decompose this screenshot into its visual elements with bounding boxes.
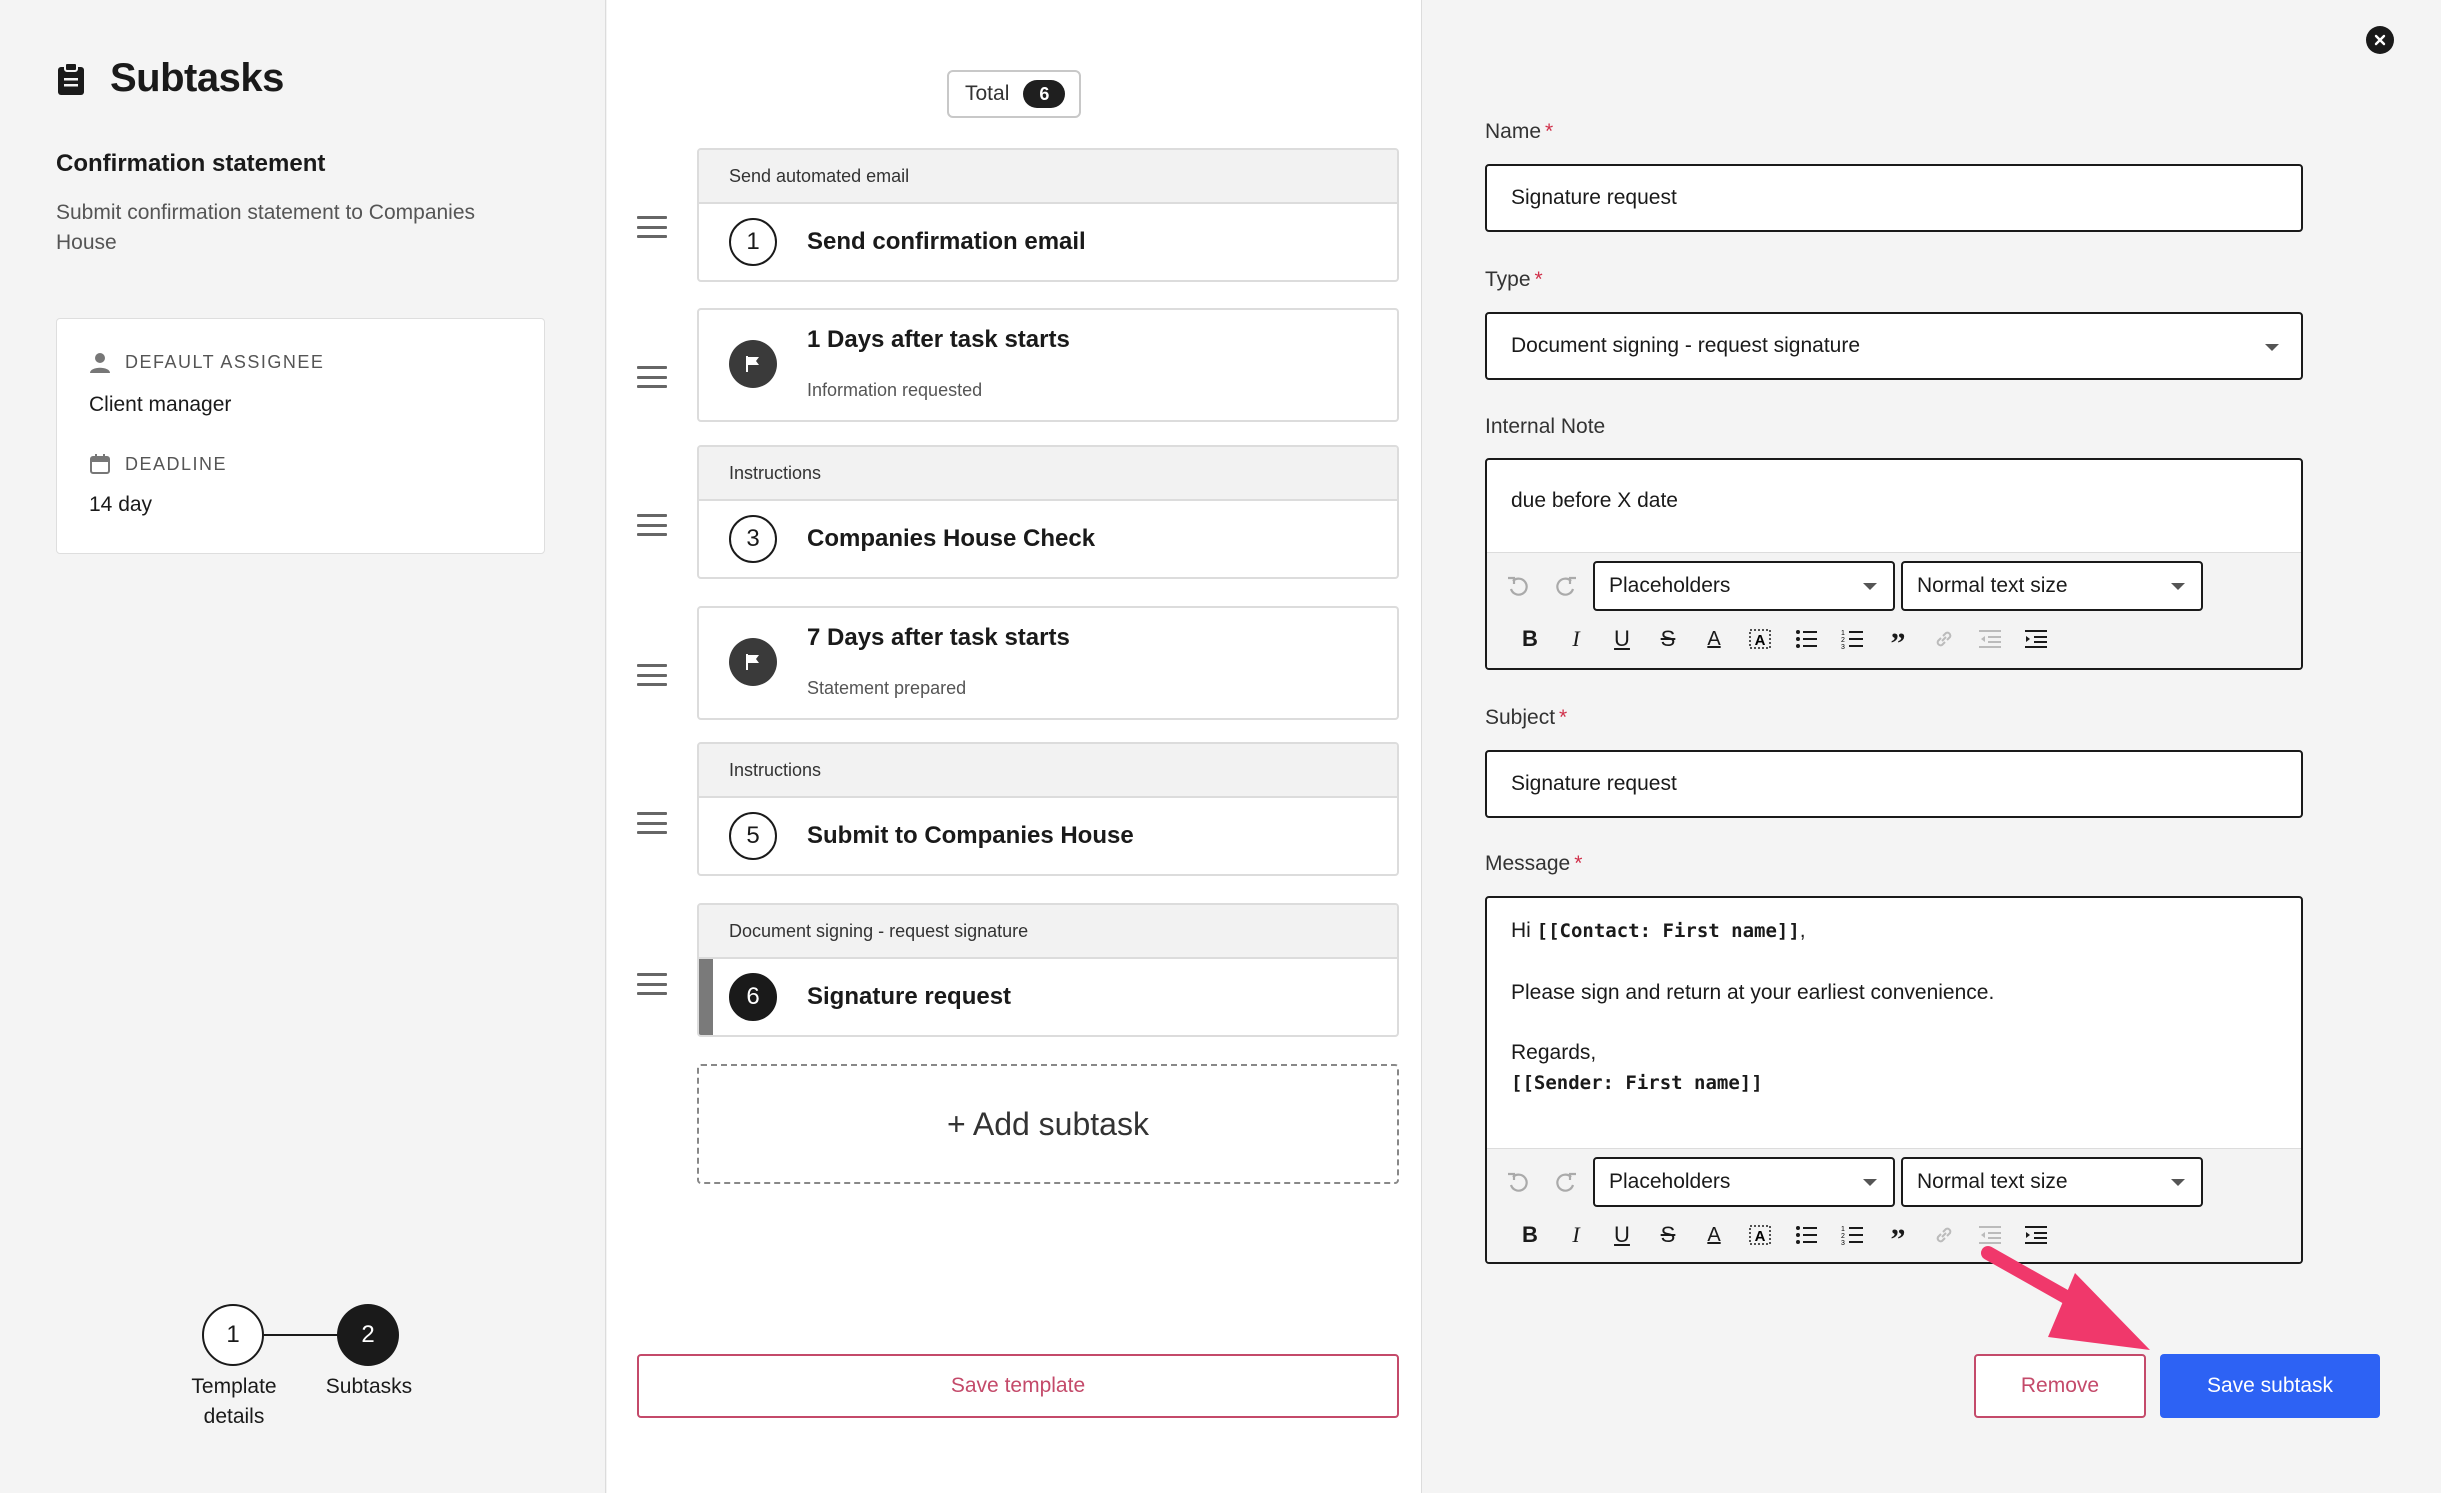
- svg-text:A: A: [1754, 632, 1766, 649]
- internal-note-editor[interactable]: [1485, 458, 2303, 670]
- type-select[interactable]: [1485, 312, 2303, 380]
- required-marker: *: [1559, 706, 1568, 729]
- clipboard-icon: [56, 62, 86, 96]
- close-icon[interactable]: [2366, 26, 2394, 54]
- subtask-type: Send automated email: [699, 150, 1397, 204]
- remove-button[interactable]: Remove: [1974, 1354, 2146, 1418]
- subtask-title: Submit to Companies House: [807, 822, 1134, 849]
- milestone-title: 1 Days after task starts: [807, 326, 1070, 353]
- subtask-type: Instructions: [699, 744, 1397, 798]
- bullet-list-icon[interactable]: [1783, 619, 1829, 659]
- subtask-type: Instructions: [699, 447, 1397, 501]
- message-editor[interactable]: [1485, 896, 2303, 1264]
- stepper-connector: [264, 1334, 338, 1336]
- template-info-card: [56, 318, 545, 554]
- subtask-number: 1: [729, 218, 777, 266]
- placeholders-dropdown[interactable]: Placeholders: [1593, 561, 1895, 611]
- numbered-list-icon[interactable]: [1829, 1215, 1875, 1255]
- chevron-down-icon: [2171, 1179, 2185, 1186]
- person-icon: [89, 351, 111, 373]
- svg-text:A: A: [1754, 1228, 1766, 1245]
- subtask-title: Signature request: [807, 983, 1012, 1010]
- step-2-circle[interactable]: 2: [337, 1304, 399, 1366]
- drag-handle-icon[interactable]: [637, 514, 667, 536]
- text-color-icon[interactable]: A: [1707, 1223, 1721, 1246]
- contact-first-name-placeholder: [[Contact: First name]]: [1536, 920, 1800, 942]
- underline-icon[interactable]: U: [1614, 626, 1630, 651]
- svg-text:2: 2: [1841, 637, 1845, 644]
- message-body: Please sign and return at your earliest convenience.: [1511, 981, 1995, 1004]
- subtask-type: Document signing - request signature: [699, 905, 1397, 959]
- highlight-icon[interactable]: [1737, 1215, 1783, 1255]
- default-assignee-label-row: [89, 351, 324, 373]
- italic-icon[interactable]: I: [1572, 1222, 1580, 1247]
- required-marker: *: [1545, 120, 1554, 143]
- message-label: Message *: [1485, 852, 1583, 875]
- template-name: Confirmation statement: [56, 150, 326, 177]
- step-2-label[interactable]: Subtasks: [325, 1375, 413, 1398]
- subtask-title: Send confirmation email: [807, 228, 1086, 255]
- name-label: Name *: [1485, 120, 1554, 143]
- total-badge: [947, 70, 1081, 118]
- subject-input[interactable]: Signature request: [1485, 750, 2303, 818]
- template-description: Submit confirmation statement to Companies House: [56, 201, 476, 254]
- drag-handle-icon[interactable]: [637, 973, 667, 995]
- chevron-down-icon: [2171, 583, 2185, 590]
- svg-text:1: 1: [1841, 1226, 1845, 1233]
- chevron-down-icon: [1863, 583, 1877, 590]
- subtask-number: 3: [729, 515, 777, 563]
- total-label: Total: [965, 82, 1010, 105]
- internal-note-label: Internal Note: [1485, 415, 1606, 438]
- step-1-label[interactable]: Template details: [191, 1375, 277, 1428]
- svg-text:2: 2: [1841, 1233, 1845, 1240]
- svg-text:3: 3: [1841, 644, 1845, 649]
- total-count: 6: [1023, 80, 1065, 108]
- page-header: [56, 56, 284, 101]
- calendar-icon: [89, 453, 111, 475]
- bold-icon[interactable]: B: [1522, 1222, 1538, 1247]
- text-size-dropdown[interactable]: Normal text size: [1901, 1157, 2203, 1207]
- deadline-label-row: [89, 453, 227, 475]
- milestone-card[interactable]: [697, 606, 1399, 720]
- strikethrough-icon[interactable]: S: [1660, 626, 1676, 651]
- subtask-number: 6: [729, 973, 777, 1021]
- text-size-dropdown[interactable]: Normal text size: [1901, 561, 2203, 611]
- deadline-value: 14 day: [89, 493, 153, 516]
- type-label: Type *: [1485, 268, 1543, 291]
- subtask-editor-panel: [1423, 0, 2441, 1493]
- svg-text:1: 1: [1841, 630, 1845, 637]
- subtask-title: Companies House Check: [807, 525, 1096, 552]
- drag-handle-icon[interactable]: [637, 664, 667, 686]
- page-title: Subtasks: [110, 56, 284, 100]
- default-assignee-value: Client manager: [89, 393, 232, 416]
- link-icon[interactable]: [1921, 1215, 1967, 1255]
- italic-icon[interactable]: I: [1572, 626, 1580, 651]
- milestone-card[interactable]: [697, 308, 1399, 422]
- step-1-circle[interactable]: 1: [202, 1304, 264, 1366]
- formatting-buttons: [1507, 1215, 2059, 1255]
- chevron-down-icon: [1863, 1179, 1877, 1186]
- undo-icon[interactable]: [1505, 573, 1531, 599]
- flag-icon: [729, 340, 777, 388]
- highlight-icon[interactable]: [1737, 619, 1783, 659]
- subtask-list-panel: [607, 0, 1422, 1493]
- blockquote-icon[interactable]: ”: [1890, 627, 1906, 660]
- text-color-icon[interactable]: A: [1707, 627, 1721, 650]
- subtask-number: 5: [729, 812, 777, 860]
- undo-icon[interactable]: [1505, 1169, 1531, 1195]
- underline-icon[interactable]: U: [1614, 1222, 1630, 1247]
- annotation-arrow-icon: [1980, 1245, 2160, 1365]
- subtask-card[interactable]: [697, 148, 1399, 282]
- subtask-card[interactable]: [697, 742, 1399, 876]
- sender-first-name-placeholder: [[Sender: First name]]: [1511, 1072, 1763, 1094]
- save-subtask-button[interactable]: Save subtask: [2160, 1354, 2380, 1418]
- formatting-buttons: [1507, 619, 2059, 659]
- add-subtask-button[interactable]: + Add subtask: [697, 1064, 1399, 1184]
- name-input[interactable]: Signature request: [1485, 164, 2303, 232]
- template-sidebar: [0, 0, 606, 1493]
- blockquote-icon[interactable]: ”: [1890, 1223, 1906, 1256]
- drag-handle-icon[interactable]: [637, 812, 667, 834]
- required-marker: *: [1574, 852, 1583, 875]
- internal-note-text[interactable]: due before X date: [1511, 489, 1678, 512]
- link-icon[interactable]: [1921, 619, 1967, 659]
- subtask-card[interactable]: [697, 445, 1399, 579]
- bullet-list-icon[interactable]: [1783, 1215, 1829, 1255]
- required-marker: *: [1534, 268, 1543, 291]
- redo-icon[interactable]: [1553, 573, 1579, 599]
- flag-icon: [729, 638, 777, 686]
- indent-icon[interactable]: [2013, 619, 2059, 659]
- type-select-value: Document signing - request signature: [1511, 334, 1861, 357]
- milestone-title: 7 Days after task starts: [807, 624, 1070, 651]
- message-text[interactable]: Hi [[Contact: First name]], Please sign and return at your earliest convenience. Regards, [[Sender: First name]]: [1487, 898, 2301, 1098]
- numbered-list-icon[interactable]: [1829, 619, 1875, 659]
- subject-label: Subject *: [1485, 706, 1568, 729]
- default-assignee-label: DEFAULT ASSIGNEE: [125, 351, 325, 372]
- drag-handle-icon[interactable]: [637, 366, 667, 388]
- svg-text:3: 3: [1841, 1240, 1845, 1245]
- save-template-button[interactable]: Save template: [637, 1354, 1399, 1418]
- message-regards: Regards,: [1511, 1041, 1597, 1064]
- outdent-icon[interactable]: [1967, 619, 2013, 659]
- subtask-card-active[interactable]: [697, 903, 1399, 1037]
- strikethrough-icon[interactable]: S: [1660, 1222, 1676, 1247]
- editor-toolbar: [1487, 1148, 2301, 1264]
- drag-handle-icon[interactable]: [637, 216, 667, 238]
- editor-toolbar: [1487, 552, 2301, 670]
- deadline-label: DEADLINE: [125, 453, 228, 474]
- bold-icon[interactable]: B: [1522, 626, 1538, 651]
- redo-icon[interactable]: [1553, 1169, 1579, 1195]
- placeholders-dropdown[interactable]: Placeholders: [1593, 1157, 1895, 1207]
- milestone-status: Information requested: [807, 380, 983, 400]
- milestone-status: Statement prepared: [807, 678, 967, 698]
- chevron-down-icon: [2265, 344, 2279, 351]
